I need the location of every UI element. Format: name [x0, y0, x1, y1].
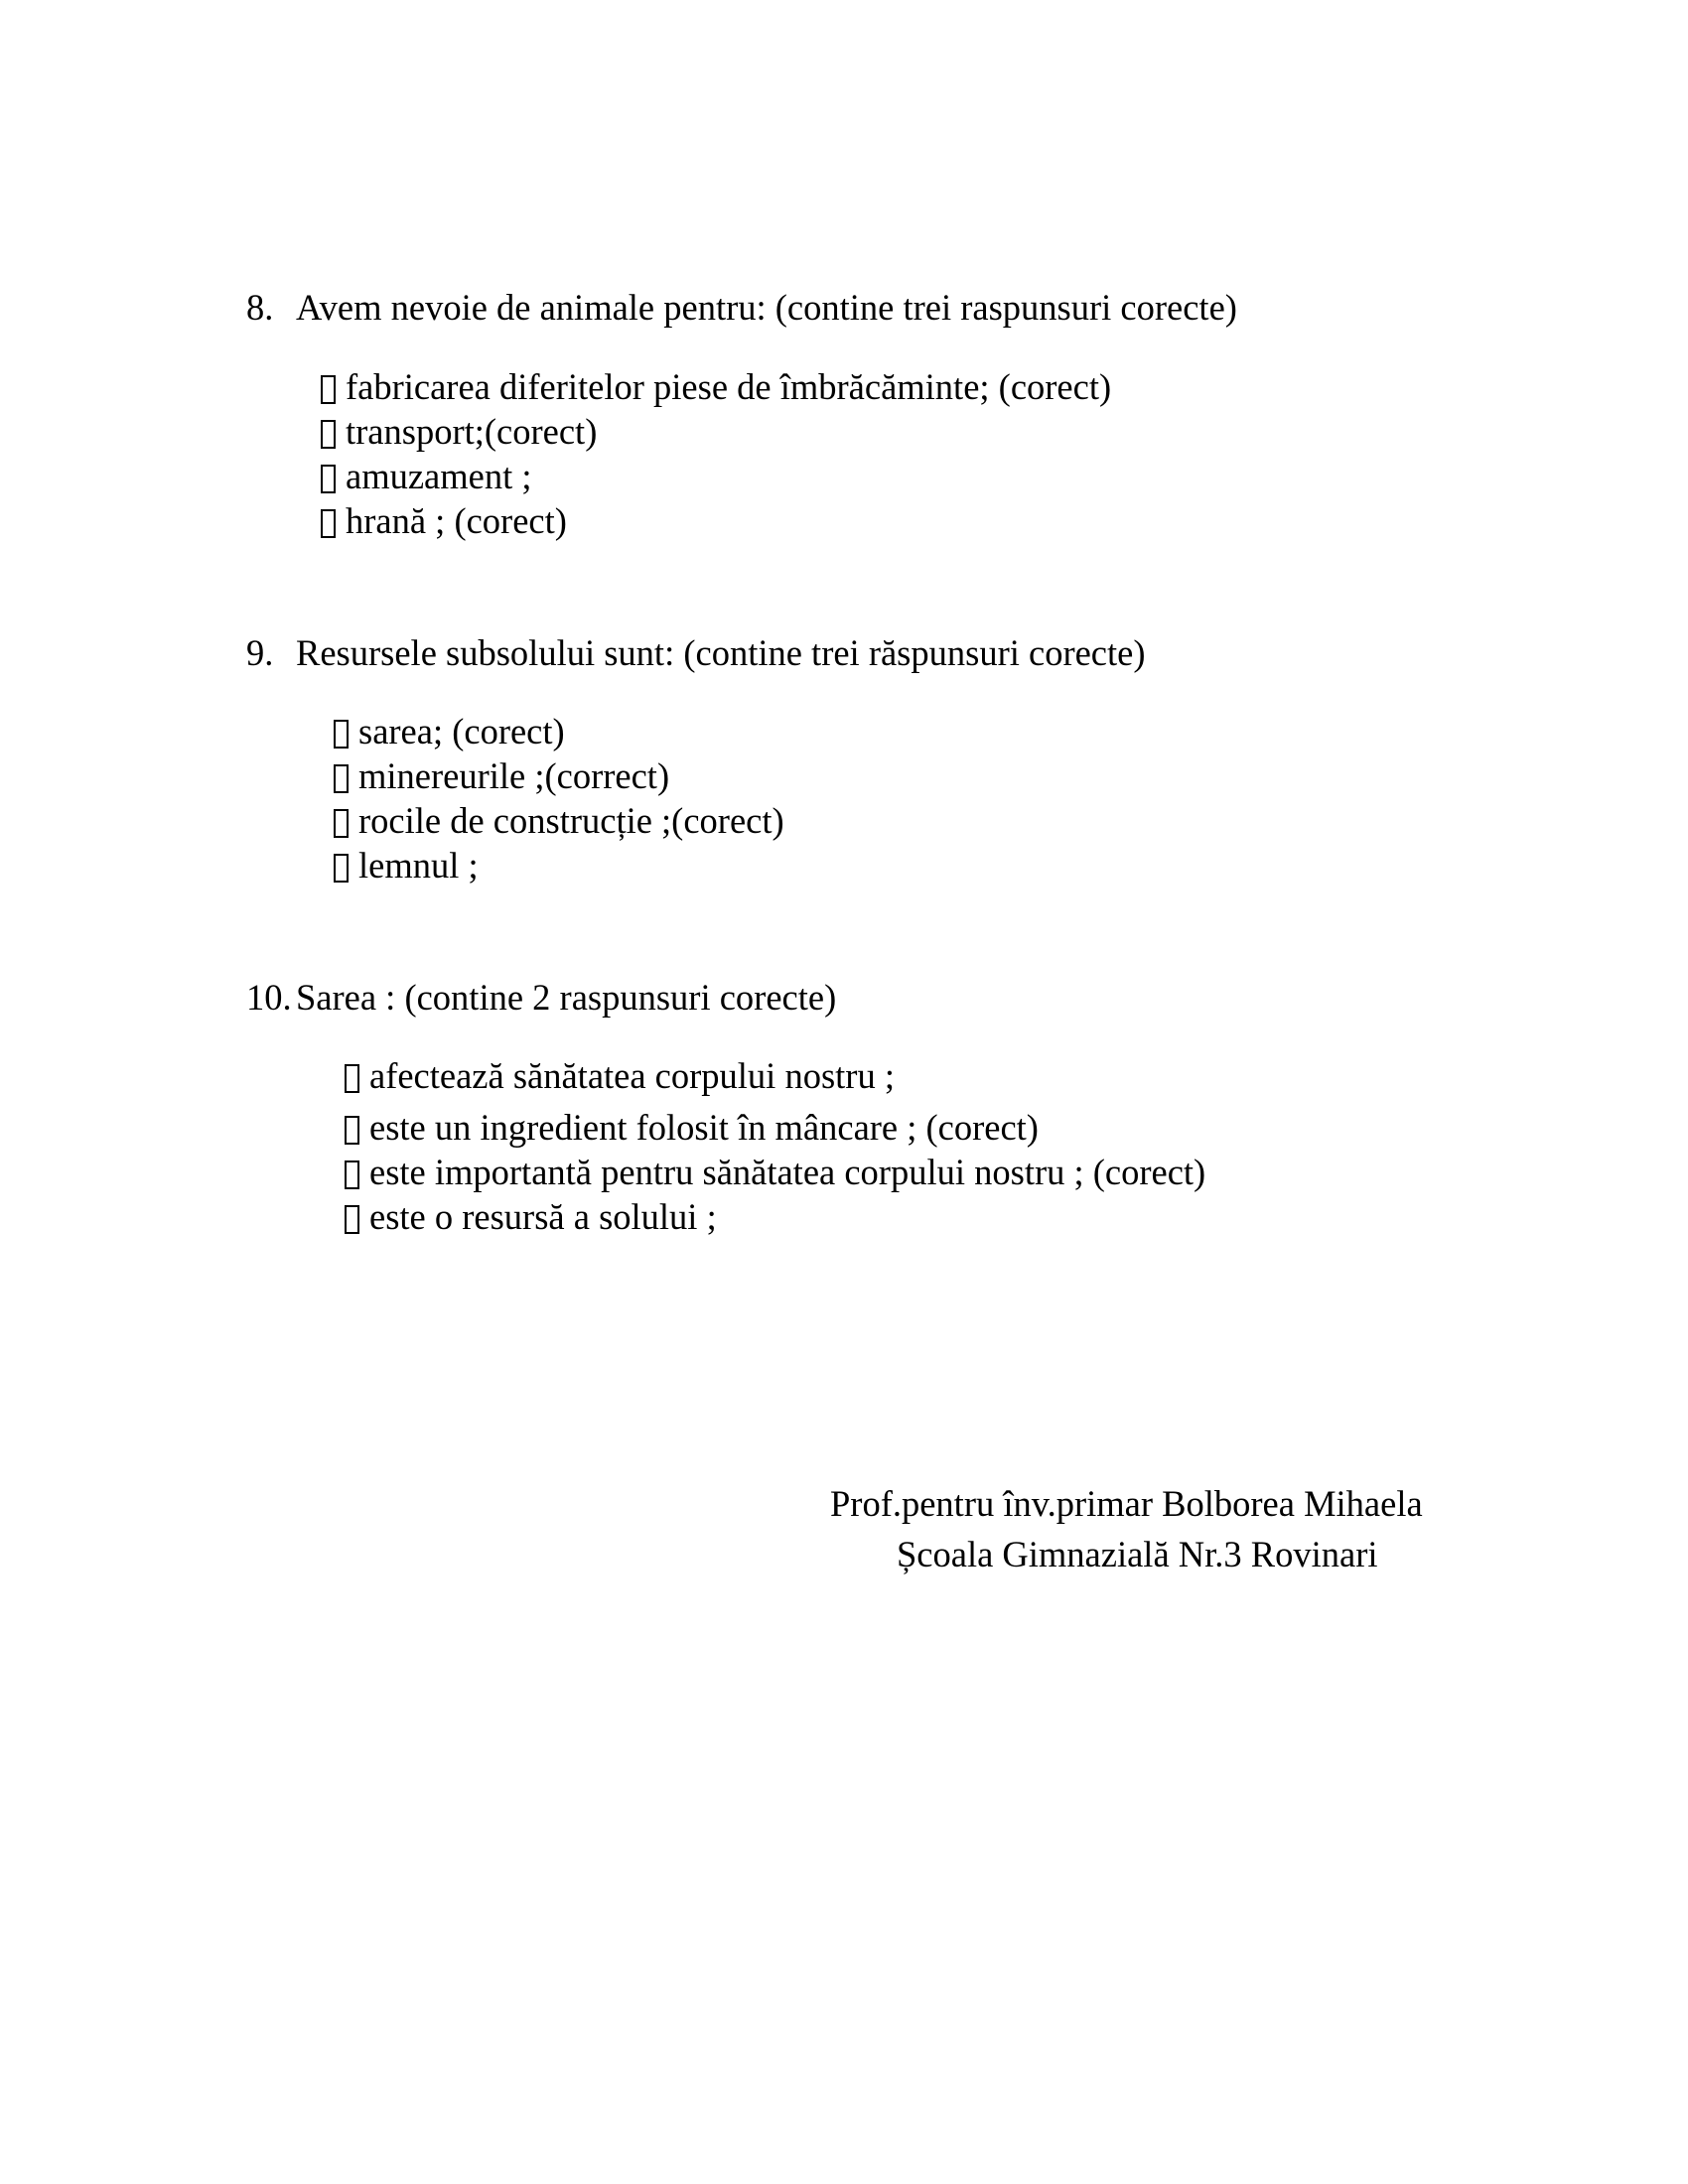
checkbox-icon[interactable]: [334, 764, 349, 793]
question-number: 9.: [246, 632, 274, 673]
answer-option-label: afectează sănătatea corpului nostru ;: [369, 1055, 895, 1096]
answer-option[interactable]: [334, 845, 479, 886]
answer-option-label: lemnul ;: [358, 845, 479, 886]
question-text: Resursele subsolului sunt: (contine trei răspunsuri corecte): [296, 632, 1146, 673]
answer-option-label: sarea; (corect): [358, 711, 565, 751]
answer-option[interactable]: [345, 1107, 1039, 1148]
answer-option-label: este o resursă a solului ;: [369, 1196, 717, 1237]
question-10-title: [246, 977, 837, 1018]
answer-option-label: hrană ; (corect): [346, 500, 567, 541]
question-9-title: [246, 632, 1146, 673]
answer-option-label: este importantă pentru sănătatea corpului nostru ; (corect): [369, 1152, 1206, 1192]
answer-option[interactable]: [345, 1152, 1206, 1192]
question-number: 8.: [246, 287, 274, 328]
answer-option-label: fabricarea diferitelor piese de îmbrăcăminte; (corect): [346, 366, 1112, 407]
checkbox-icon[interactable]: [334, 809, 349, 838]
answer-option[interactable]: [321, 411, 598, 452]
checkbox-icon[interactable]: [321, 375, 336, 404]
checkbox-icon[interactable]: [334, 720, 349, 749]
checkbox-icon[interactable]: [321, 465, 336, 493]
signature-author: Prof.pentru înv.primar Bolborea Mihaela: [830, 1483, 1423, 1524]
answer-option-label: minereurile ;(correct): [358, 755, 670, 796]
answer-option-label: este un ingredient folosit în mâncare ; (corect): [369, 1107, 1039, 1148]
answer-option[interactable]: [321, 366, 1112, 407]
signature-school: Școala Gimnazială Nr.3 Rovinari: [897, 1534, 1378, 1574]
checkbox-icon[interactable]: [345, 1064, 359, 1093]
answer-option[interactable]: [345, 1055, 895, 1096]
answer-option-label: transport;(corect): [346, 411, 598, 452]
checkbox-icon[interactable]: [345, 1205, 359, 1234]
answer-option-label: rocile de construcție ;(corect): [358, 800, 784, 841]
answer-option[interactable]: [334, 755, 670, 796]
answer-option[interactable]: [334, 800, 784, 841]
question-number: 10.: [246, 977, 292, 1018]
checkbox-icon[interactable]: [345, 1160, 359, 1189]
answer-option-label: amuzament ;: [346, 456, 532, 496]
answer-option[interactable]: [334, 711, 565, 751]
answer-option[interactable]: [321, 500, 567, 541]
answer-option[interactable]: [345, 1196, 717, 1237]
question-8-title: [246, 287, 1237, 328]
checkbox-icon[interactable]: [321, 509, 336, 538]
checkbox-icon[interactable]: [321, 420, 336, 449]
question-text: Sarea : (contine 2 raspunsuri corecte): [296, 977, 837, 1018]
checkbox-icon[interactable]: [334, 854, 349, 883]
checkbox-icon[interactable]: [345, 1116, 359, 1145]
answer-option[interactable]: [321, 456, 532, 496]
question-text: Avem nevoie de animale pentru: (contine trei raspunsuri corecte): [296, 287, 1237, 328]
